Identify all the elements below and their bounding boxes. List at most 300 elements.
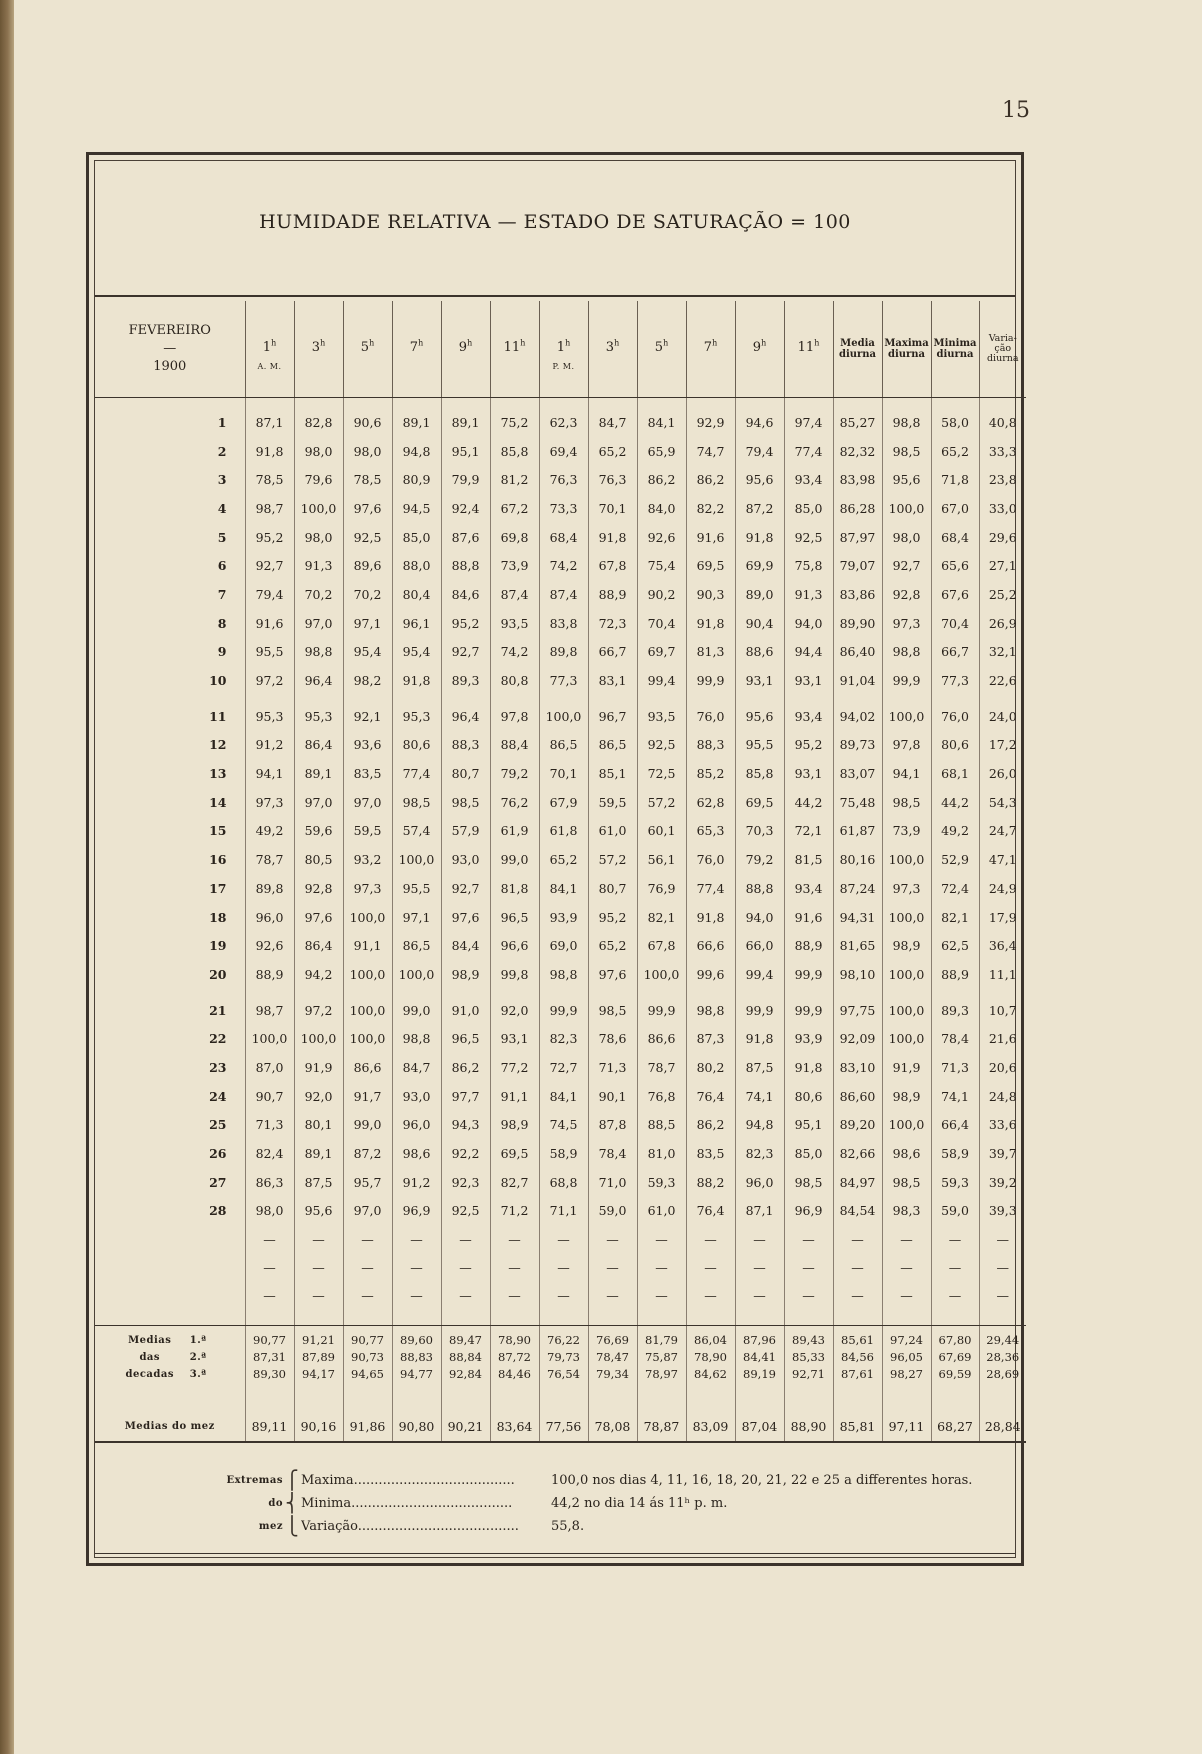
value-cell: 83,8: [539, 609, 588, 638]
value-cell: 99,4: [637, 666, 686, 695]
value-cell: 89,11: [245, 1411, 294, 1442]
dash-cell: —: [539, 1253, 588, 1281]
value-cell: 91,3: [294, 551, 343, 580]
value-cell: 33,6: [979, 1111, 1026, 1140]
value-cell: 76,3: [539, 465, 588, 494]
value-cell: 98,0: [882, 523, 931, 552]
value-cell: 67,8: [588, 551, 637, 580]
value-cell: 71,3: [245, 1111, 294, 1140]
value-cell: 80,7: [441, 759, 490, 788]
value-cell: 85,27: [833, 408, 882, 437]
value-cell: 91,2: [392, 1168, 441, 1197]
value-cell: 98,0: [245, 1197, 294, 1226]
decade-ordinal: 2.ª: [189, 1352, 207, 1364]
decade-mean-label: [95, 1366, 245, 1383]
value-cell: 89,30: [245, 1366, 294, 1383]
value-cell: 92,6: [245, 931, 294, 960]
value-cell: 87,0: [245, 1053, 294, 1082]
value-cell: 62,3: [539, 408, 588, 437]
value-cell: 83,09: [686, 1411, 735, 1442]
value-cell: 98,7: [245, 494, 294, 523]
value-cell: 95,3: [245, 702, 294, 731]
dash-cell: —: [882, 1281, 931, 1309]
value-cell: 98,8: [539, 960, 588, 989]
table-row: [95, 731, 1026, 760]
day-cell: 25: [209, 1117, 227, 1133]
value-cell: 67,9: [539, 788, 588, 817]
value-cell: 91,86: [343, 1411, 392, 1442]
value-cell: 92,0: [490, 996, 539, 1025]
value-cell: 26,9: [979, 609, 1026, 638]
value-cell: 78,08: [588, 1411, 637, 1442]
spacer-cell: [735, 989, 784, 996]
spacer-cell: [490, 1383, 539, 1411]
value-cell: 87,24: [833, 874, 882, 903]
value-cell: 95,2: [588, 903, 637, 932]
decade-ordinal: 1.ª: [189, 1335, 207, 1347]
value-cell: 100,0: [882, 702, 931, 731]
value-cell: 93,9: [784, 1024, 833, 1053]
value-cell: 58,0: [931, 408, 979, 437]
value-cell: 69,4: [539, 437, 588, 466]
value-cell: 95,6: [294, 1197, 343, 1226]
value-cell: 91,8: [245, 437, 294, 466]
dash-cell: —: [539, 1281, 588, 1309]
value-cell: 91,2: [245, 731, 294, 760]
value-cell: 61,8: [539, 817, 588, 846]
hour-header: 7$^h$: [392, 301, 441, 398]
value-cell: 98,0: [294, 523, 343, 552]
monthly-extremes: [185, 1469, 972, 1538]
spacer-cell: [539, 1309, 588, 1326]
value-cell: 88,9: [588, 580, 637, 609]
value-cell: 78,7: [245, 845, 294, 874]
value-cell: 80,6: [931, 731, 979, 760]
value-cell: 65,2: [931, 437, 979, 466]
value-cell: 40,8: [979, 408, 1026, 437]
value-cell: 98,9: [882, 1082, 931, 1111]
spacer-cell: [588, 695, 637, 702]
value-cell: 20,6: [979, 1053, 1026, 1082]
spacer-cell: [882, 1309, 931, 1326]
day-cell: 14: [209, 794, 227, 810]
dash-cell: —: [833, 1225, 882, 1253]
value-cell: 99,0: [343, 1111, 392, 1140]
value-cell: 81,65: [833, 931, 882, 960]
value-cell: 91,8: [735, 1024, 784, 1053]
value-cell: 89,0: [735, 580, 784, 609]
brace-icon: ⎩: [285, 1516, 299, 1537]
day-cell: 4: [217, 500, 227, 516]
spacer-cell: [539, 695, 588, 702]
value-cell: 96,9: [392, 1197, 441, 1226]
value-cell: 24,8: [979, 1082, 1026, 1111]
spacer-cell: [735, 1309, 784, 1326]
spacer-cell: [833, 695, 882, 702]
dash-cell: —: [784, 1225, 833, 1253]
decade-mean-title: decadas: [125, 1369, 175, 1381]
value-cell: 71,3: [931, 1053, 979, 1082]
value-cell: 99,0: [392, 996, 441, 1025]
value-cell: 98,27: [882, 1366, 931, 1383]
value-cell: 87,5: [735, 1053, 784, 1082]
table-frame-inner: [94, 160, 1021, 1558]
spacer-cell: [784, 989, 833, 996]
table-row: [95, 465, 1026, 494]
value-cell: 76,22: [539, 1326, 588, 1350]
brace-icon: ⎨: [285, 1493, 299, 1514]
value-cell: 93,5: [637, 702, 686, 731]
value-cell: 72,1: [784, 817, 833, 846]
value-cell: 100,0: [343, 960, 392, 989]
value-cell: 100,0: [637, 960, 686, 989]
value-cell: 39,7: [979, 1139, 1026, 1168]
hour-header: 9$^h$: [441, 301, 490, 398]
value-cell: 92,7: [441, 638, 490, 667]
value-cell: 96,4: [441, 702, 490, 731]
value-cell: 88,4: [490, 731, 539, 760]
value-cell: 96,0: [392, 1111, 441, 1140]
value-cell: 94,8: [392, 437, 441, 466]
value-cell: 78,5: [343, 465, 392, 494]
value-cell: 65,2: [588, 437, 637, 466]
value-cell: 92,0: [294, 1082, 343, 1111]
value-cell: 28,69: [979, 1366, 1026, 1383]
value-cell: 66,6: [686, 931, 735, 960]
dash-cell: —: [784, 1253, 833, 1281]
value-cell: 97,3: [245, 788, 294, 817]
table-row: [95, 523, 1026, 552]
value-cell: 61,0: [588, 817, 637, 846]
value-cell: 97,24: [882, 1326, 931, 1350]
value-cell: 97,6: [588, 960, 637, 989]
value-cell: 78,6: [588, 1024, 637, 1053]
value-cell: 99,0: [490, 845, 539, 874]
value-cell: 77,4: [392, 759, 441, 788]
dash-cell: —: [294, 1281, 343, 1309]
day-cell: [95, 1281, 245, 1309]
value-cell: 73,9: [490, 551, 539, 580]
value-cell: 98,6: [882, 1139, 931, 1168]
value-cell: 32,1: [979, 638, 1026, 667]
day-cell: 12: [209, 737, 227, 753]
variacao-diurna-header: Varia- ção diurna: [979, 301, 1026, 398]
dash-cell: —: [392, 1281, 441, 1309]
extreme-label: Variação.......................................: [301, 1519, 519, 1534]
value-cell: 98,8: [392, 1024, 441, 1053]
dash-cell: —: [979, 1281, 1026, 1309]
value-cell: 97,0: [294, 788, 343, 817]
spacer-cell: [392, 1309, 441, 1326]
month-dash: —: [163, 341, 177, 356]
value-cell: 79,73: [539, 1349, 588, 1366]
value-cell: 71,3: [588, 1053, 637, 1082]
extreme-row-maxima: [185, 1469, 972, 1492]
spacer-cell: [95, 989, 245, 996]
decade-mean-title: das: [139, 1352, 161, 1364]
value-cell: 70,3: [735, 817, 784, 846]
value-cell: 86,5: [392, 931, 441, 960]
dash-cell: —: [882, 1253, 931, 1281]
value-cell: 70,4: [637, 609, 686, 638]
extreme-value: 100,0 nos dias 4, 11, 16, 18, 20, 21, 22 e 25 a differentes horas.: [551, 1473, 973, 1488]
hour-header: 11$^h$: [784, 301, 833, 398]
value-cell: 87,2: [343, 1139, 392, 1168]
value-cell: 84,0: [637, 494, 686, 523]
dash-cell: —: [490, 1253, 539, 1281]
value-cell: 24,7: [979, 817, 1026, 846]
value-cell: 89,8: [245, 874, 294, 903]
value-cell: 61,0: [637, 1197, 686, 1226]
hour-header: 3$^h$: [588, 301, 637, 398]
media-diurna-header: Media diurna: [833, 301, 882, 398]
value-cell: 89,20: [833, 1111, 882, 1140]
spacer-cell: [686, 989, 735, 996]
value-cell: 94,65: [343, 1366, 392, 1383]
spacer-cell: [979, 1309, 1026, 1326]
value-cell: 88,6: [735, 638, 784, 667]
value-cell: 97,7: [441, 1082, 490, 1111]
value-cell: 87,5: [294, 1168, 343, 1197]
table-row: [95, 903, 1026, 932]
spacer-cell: [245, 989, 294, 996]
value-cell: 95,5: [392, 874, 441, 903]
value-cell: 98,0: [343, 437, 392, 466]
value-cell: 92,71: [784, 1366, 833, 1383]
value-cell: 65,3: [686, 817, 735, 846]
value-cell: 75,4: [637, 551, 686, 580]
dash-cell: —: [784, 1281, 833, 1309]
spacer-cell: [343, 1309, 392, 1326]
value-cell: 83,1: [588, 666, 637, 695]
value-cell: 94,1: [882, 759, 931, 788]
spacer-cell: [833, 989, 882, 996]
value-cell: 58,9: [931, 1139, 979, 1168]
value-cell: 66,7: [931, 638, 979, 667]
spacer-cell: [95, 1309, 245, 1326]
value-cell: 95,4: [343, 638, 392, 667]
value-cell: 84,1: [539, 874, 588, 903]
spacer-cell: [686, 398, 735, 409]
value-cell: 72,7: [539, 1053, 588, 1082]
value-cell: 94,02: [833, 702, 882, 731]
value-cell: 79,4: [245, 580, 294, 609]
value-cell: 95,7: [343, 1168, 392, 1197]
value-cell: 80,2: [686, 1053, 735, 1082]
value-cell: 78,90: [490, 1326, 539, 1350]
value-cell: 100,0: [882, 903, 931, 932]
value-cell: 84,7: [392, 1053, 441, 1082]
value-cell: 28,36: [979, 1349, 1026, 1366]
value-cell: 65,2: [588, 931, 637, 960]
value-cell: 74,1: [931, 1082, 979, 1111]
spacer-cell: [979, 989, 1026, 996]
value-cell: 84,41: [735, 1349, 784, 1366]
value-cell: 78,4: [931, 1024, 979, 1053]
month-name: FEVEREIRO: [128, 323, 211, 338]
value-cell: 83,64: [490, 1411, 539, 1442]
value-cell: 100,0: [343, 1024, 392, 1053]
value-cell: 97,6: [343, 494, 392, 523]
spacer-cell: [588, 989, 637, 996]
dash-cell: —: [490, 1281, 539, 1309]
value-cell: 80,7: [588, 874, 637, 903]
value-cell: 79,4: [735, 437, 784, 466]
value-cell: 11,1: [979, 960, 1026, 989]
value-cell: 49,2: [245, 817, 294, 846]
value-cell: 92,2: [441, 1139, 490, 1168]
value-cell: 68,4: [931, 523, 979, 552]
value-cell: 66,4: [931, 1111, 979, 1140]
value-cell: 39,3: [979, 1197, 1026, 1226]
spacer-cell: [637, 1309, 686, 1326]
value-cell: 69,5: [490, 1139, 539, 1168]
value-cell: 82,4: [245, 1139, 294, 1168]
value-cell: 86,2: [637, 465, 686, 494]
value-cell: 97,11: [882, 1411, 931, 1442]
day-cell: 1: [217, 414, 227, 430]
value-cell: 59,0: [588, 1197, 637, 1226]
day-cell: 11: [209, 708, 227, 724]
value-cell: 97,0: [294, 609, 343, 638]
value-cell: 89,1: [294, 759, 343, 788]
value-cell: 79,2: [490, 759, 539, 788]
value-cell: 97,0: [343, 788, 392, 817]
spacer-cell: [833, 1309, 882, 1326]
value-cell: 49,2: [931, 817, 979, 846]
spacer-cell: [245, 398, 294, 409]
spacer-cell: [637, 989, 686, 996]
spacer-cell: [686, 1309, 735, 1326]
spacer-cell: [441, 1309, 490, 1326]
spacer-cell: [833, 1383, 882, 1411]
value-cell: 77,2: [490, 1053, 539, 1082]
dash-row: [95, 1225, 1026, 1253]
value-cell: 86,6: [637, 1024, 686, 1053]
value-cell: 87,8: [588, 1111, 637, 1140]
value-cell: 86,28: [833, 494, 882, 523]
decade-gap-row: [95, 989, 1026, 996]
value-cell: 70,1: [588, 494, 637, 523]
value-cell: 90,1: [588, 1082, 637, 1111]
spacer-cell: [294, 1383, 343, 1411]
value-cell: 23,8: [979, 465, 1026, 494]
value-cell: 33,3: [979, 437, 1026, 466]
value-cell: 91,9: [882, 1053, 931, 1082]
hour-header: 5$^h$: [343, 301, 392, 398]
value-cell: 90,77: [245, 1326, 294, 1350]
value-cell: 28,84: [979, 1411, 1026, 1442]
dash-cell: —: [833, 1253, 882, 1281]
spacer-cell: [637, 398, 686, 409]
value-cell: 72,3: [588, 609, 637, 638]
day-cell: [95, 1225, 245, 1253]
value-cell: 86,40: [833, 638, 882, 667]
spacer-cell: [539, 1383, 588, 1411]
value-cell: 93,4: [784, 465, 833, 494]
extremes-label: mez: [258, 1521, 283, 1532]
value-cell: 91,9: [294, 1053, 343, 1082]
value-cell: 71,0: [588, 1168, 637, 1197]
day-cell: 28: [209, 1203, 227, 1219]
table-row: [95, 1082, 1026, 1111]
value-cell: 91,8: [686, 903, 735, 932]
extremes-label: Extremas: [226, 1475, 283, 1486]
value-cell: 98,5: [441, 788, 490, 817]
table-row: [95, 551, 1026, 580]
value-cell: 91,04: [833, 666, 882, 695]
extreme-label: Maxima.......................................: [301, 1473, 515, 1488]
value-cell: 99,9: [539, 996, 588, 1025]
value-cell: 71,8: [931, 465, 979, 494]
dash-cell: —: [392, 1225, 441, 1253]
value-cell: 80,5: [294, 845, 343, 874]
spacer-cell: [588, 1383, 637, 1411]
value-cell: 74,7: [686, 437, 735, 466]
value-cell: 68,8: [539, 1168, 588, 1197]
value-cell: 62,5: [931, 931, 979, 960]
value-cell: 100,0: [882, 1111, 931, 1140]
value-cell: 89,1: [441, 408, 490, 437]
value-cell: 21,6: [979, 1024, 1026, 1053]
value-cell: 92,8: [294, 874, 343, 903]
value-cell: 97,3: [882, 609, 931, 638]
value-cell: 86,4: [294, 931, 343, 960]
minima-diurna-header: Minima diurna: [931, 301, 979, 398]
hour-header: 11$^h$: [490, 301, 539, 398]
value-cell: 98,9: [441, 960, 490, 989]
value-cell: 17,2: [979, 731, 1026, 760]
value-cell: 89,1: [294, 1139, 343, 1168]
value-cell: 82,2: [686, 494, 735, 523]
value-cell: 95,4: [392, 638, 441, 667]
day-cell: [95, 1253, 245, 1281]
value-cell: 98,3: [882, 1197, 931, 1226]
value-cell: 29,6: [979, 523, 1026, 552]
value-cell: 83,10: [833, 1053, 882, 1082]
value-cell: 84,1: [539, 1082, 588, 1111]
value-cell: 76,8: [637, 1082, 686, 1111]
value-cell: 98,8: [882, 408, 931, 437]
value-cell: 98,5: [882, 1168, 931, 1197]
value-cell: 78,47: [588, 1349, 637, 1366]
value-cell: 89,6: [343, 551, 392, 580]
value-cell: 99,4: [735, 960, 784, 989]
value-cell: 93,4: [784, 874, 833, 903]
value-cell: 62,8: [686, 788, 735, 817]
value-cell: 75,48: [833, 788, 882, 817]
value-cell: 82,66: [833, 1139, 882, 1168]
value-cell: 25,2: [979, 580, 1026, 609]
value-cell: 69,59: [931, 1366, 979, 1383]
dash-cell: —: [637, 1253, 686, 1281]
day-cell: 6: [217, 558, 227, 574]
value-cell: 96,9: [784, 1197, 833, 1226]
table-row: [95, 1024, 1026, 1053]
value-cell: 96,5: [490, 903, 539, 932]
value-cell: 100,0: [539, 702, 588, 731]
value-cell: 78,4: [588, 1139, 637, 1168]
value-cell: 89,1: [392, 408, 441, 437]
table-row: [95, 408, 1026, 437]
day-cell: 27: [209, 1174, 227, 1190]
value-cell: 97,4: [784, 408, 833, 437]
value-cell: 81,8: [490, 874, 539, 903]
value-cell: 94,0: [784, 609, 833, 638]
value-cell: 91,21: [294, 1326, 343, 1350]
value-cell: 96,1: [392, 609, 441, 638]
value-cell: 97,8: [490, 702, 539, 731]
